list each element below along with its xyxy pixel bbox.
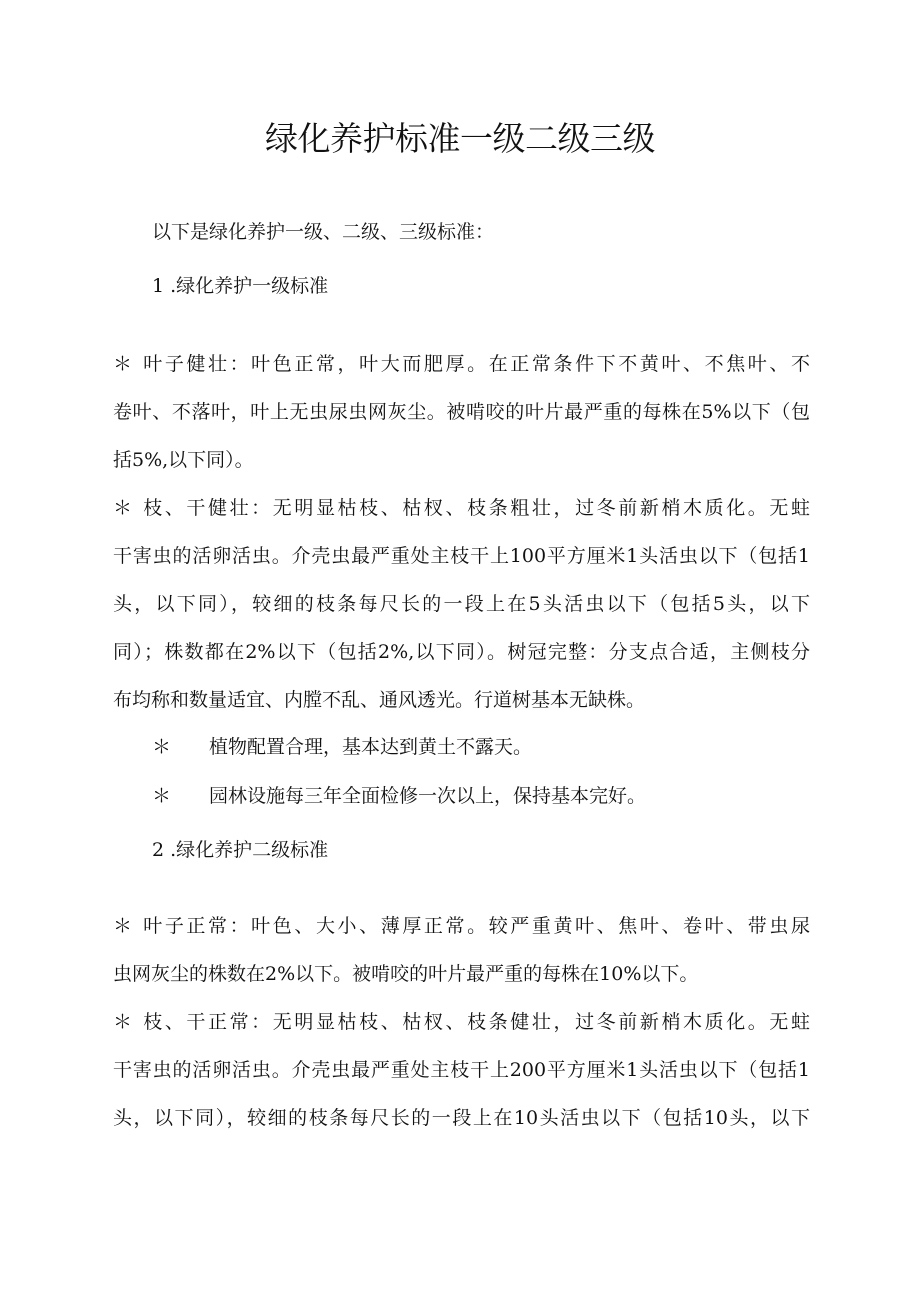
paragraph-line: 括5%,以下同）。 (113, 449, 254, 471)
item-text: 植物配置合理，基本达到黄土不露天。 (209, 736, 533, 758)
paragraph-line: 同）；株数都在2%以下（包括2%,以下同）。树冠完整：分支点合适，主侧枝分 (113, 641, 810, 663)
section1-item2-paragraph (113, 484, 810, 724)
section1-heading: 1 .绿化养护一级标准 (152, 275, 329, 297)
document-title: 绿化养护标准一级二级三级 (265, 119, 655, 158)
paragraph-line: ＊ 叶子正常：叶色、大小、薄厚正常。较严重黄叶、焦叶、卷叶、带虫尿 (113, 915, 810, 937)
bullet-star: ＊ (152, 785, 172, 807)
bullet-star: ＊ (152, 736, 172, 758)
paragraph-line: 虫网灰尘的株数在2%以下。被啃咬的叶片最严重的每株在10%以下。 (113, 963, 699, 985)
section1-item3 (152, 723, 532, 771)
paragraph-line: ＊ 枝、干健壮：无明显枯枝、枯杈、枝条粗壮，过冬前新梢木质化。无蛀 (113, 497, 810, 519)
intro-text: 以下是绿化养护一级、二级、三级标准： (152, 221, 495, 243)
section1-item1-paragraph (113, 340, 810, 484)
paragraph-line: 干害虫的活卵活虫。介壳虫最严重处主枝干上200平方厘米1头活虫以下（包括1 (113, 1059, 810, 1081)
section2-heading: 2 .绿化养护二级标准 (152, 839, 329, 861)
section1-item4 (152, 772, 646, 820)
paragraph-line: 布均称和数量适宜、内膛不乱、通风透光。行道树基本无缺株。 (113, 689, 646, 711)
paragraph-line: 头，以下同），较细的枝条每尺长的一段上在10头活虫以下（包括10头，以下 (113, 1107, 810, 1129)
section2-item2-paragraph (113, 998, 810, 1142)
paragraph-line: 干害虫的活卵活虫。介壳虫最严重处主枝干上100平方厘米1头活虫以下（包括1 (113, 545, 810, 567)
paragraph-line: ＊ 枝、干正常：无明显枯枝、枯杈、枝条健壮，过冬前新梢木质化。无蛀 (113, 1011, 810, 1033)
section2-item1-paragraph (113, 902, 810, 998)
paragraph-line: 卷叶、不落叶，叶上无虫尿虫网灰尘。被啃咬的叶片最严重的每株在5%以下（包 (113, 401, 810, 423)
item-text: 园林设施每三年全面检修一次以上，保持基本完好。 (209, 785, 647, 807)
paragraph-line: 头，以下同），较细的枝条每尺长的一段上在5头活虫以下（包括5头，以下 (113, 593, 810, 615)
paragraph-line: ＊ 叶子健壮：叶色正常，叶大而肥厚。在正常条件下不黄叶、不焦叶、不 (113, 353, 810, 375)
